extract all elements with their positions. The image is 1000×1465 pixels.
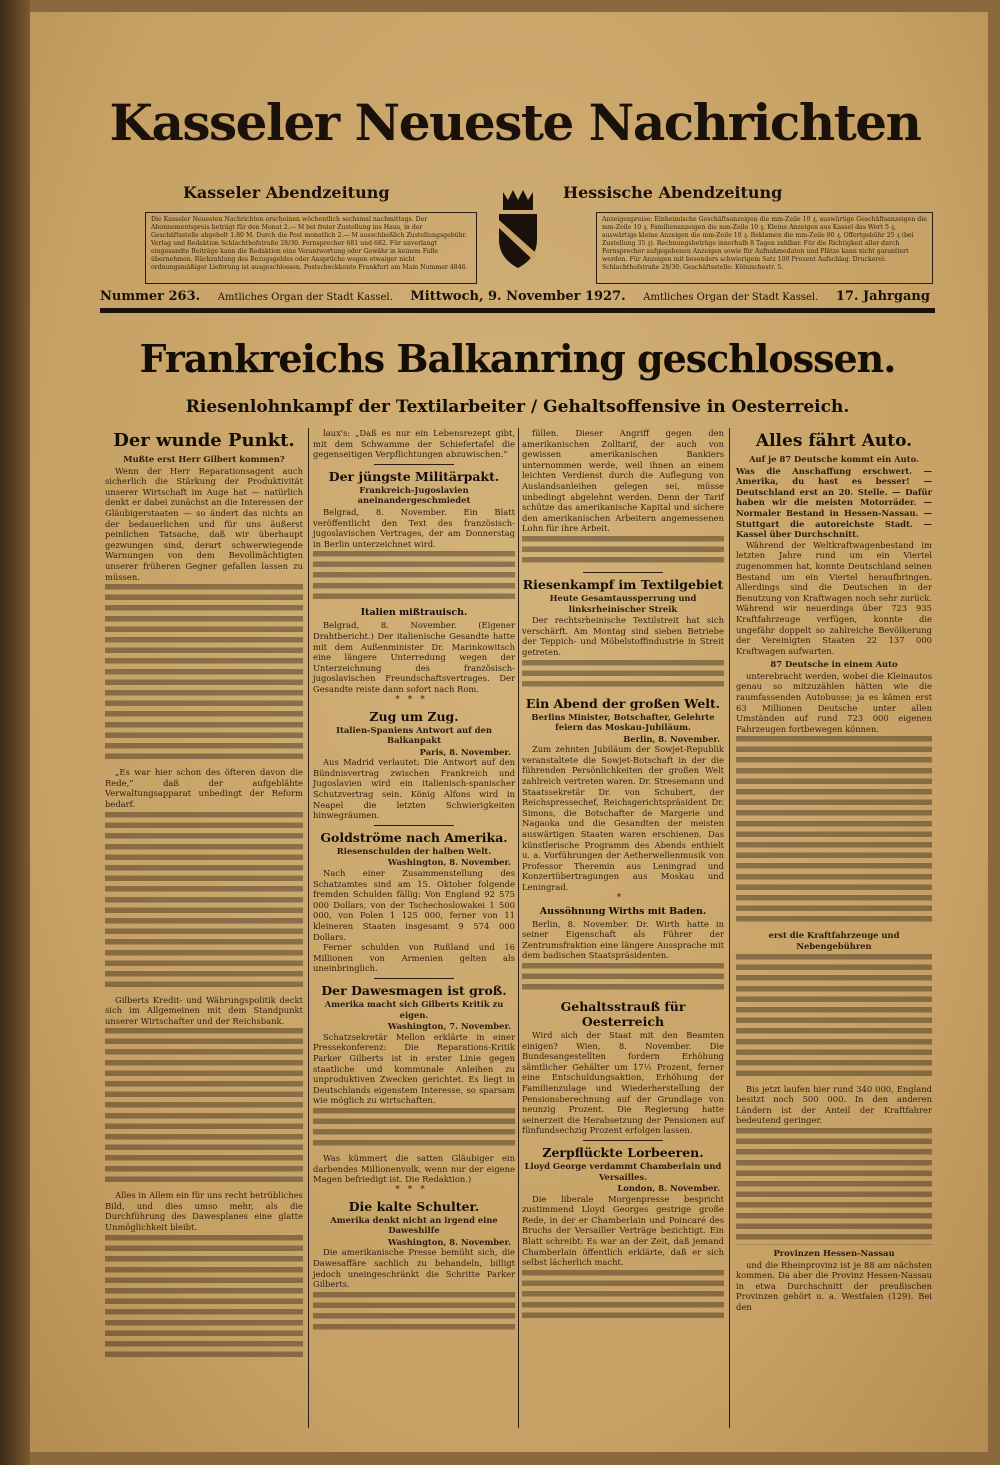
separator [374,464,455,465]
dateline: Washington, 7. November. [387,1021,511,1032]
text-lines [313,551,515,604]
main-headline: Frankreichs Balkanring geschlossen. [139,336,896,381]
text-lines [522,536,724,568]
column-1 [105,428,303,1365]
article-paragraph: Ferner schulden von Rußland und 16 Millionen von Armenien gelten als uneinbringlich. [313,942,515,974]
article-kicker: Mußte erst Herr Gilbert kommen? [123,454,285,464]
article-paragraph: Zum zehnten Jubiläum der Sowjet-Republik veranstaltete die Sowjet-Botschaft in der die führenden Persönlichkeiten der großen Welt zahlreich vertreten waren. Dr. Stresemann und Staatssekretär Dr. von Schubert, der Reichspressechef, Reichsgerichtspräsident Dr. Simons, die Botschafter de Margerie und Nagaoka und die Gesandten der meisten auswärtigen Staaten waren erschienen. Das künstlerische Programm des Abends enthielt u. a. Vorführungen der Aetherwellenmusik von Professor Theremin aus Leningrad und Konzertübertragungen aus Moskau und Leningrad. [522,744,724,892]
text-lines [736,1128,932,1245]
article-title: Alles fährt Auto. [755,431,913,451]
article-paragraph: Bis jetzt laufen hier rund 340 000, England besitzt noch 500 000. In den anderen Ländern ist der Anteil der Kraftfahrer bedeutend geringer. [736,1083,932,1126]
article-title: Der Dawesmagen ist groß. [321,982,507,998]
official-organ-right: Amtliches Organ der Stadt Kassel. [643,292,819,303]
article-paragraph: Was kümmert die satten Gläubiger ein darbendes Millionenvolk, wenn nur der eigene Magen befriedigt ist. Die Redaktion.) [313,1152,515,1185]
official-organ-left: Amtliches Organ der Stadt Kassel. [217,292,393,303]
main-subheadline: Riesenlohnkampf der Textilarbeiter / Gehaltsoffensive in Oesterreich. [185,397,850,417]
column-divider [518,428,519,1428]
article-paragraph: Der rechtsrheinische Textilstreit hat sich verschärft. Am Montag sind sieben Betriebe der Teppich- und Möbelstoffindustrie in Streit getreten. [522,615,724,657]
column-divider [729,428,730,1428]
article-kicker: Lloyd George verdammt Chamberlain und Versailles. [524,1160,722,1182]
column-4 [736,428,932,1313]
article-paragraph: Schatzsekretär Mellon erklärte in einer Pressekonferenz: Die Reparations-Kritik Parker Gilberts ist in erster Linie gegen staatliche und kommunale Anleihen zu unproduktiven Zwecken gerichtet. Es liegt in Deutschlands eigenstem Interesse, so sparsam wie möglich zu wirtschaften. [313,1031,515,1106]
text-lines [736,736,932,927]
text-lines [736,954,932,1081]
text-lines [522,963,724,995]
article-paragraph: Nach einer Zusammenstellung des Schatzamtes sind am 15. Oktober folgende fremden Schulden fällig: Von England 92 575 000 Dollars, von der Tschechoslowakei 1 500 000, von Polen 1 125 000, ferner von 11 kleineren Staaten insgesamt 9 574 000 Dollars. [313,868,515,942]
issue-number: Nummer 263. [100,289,201,304]
article-subheading: 87 Deutsche in einem Auto [770,659,898,670]
separator [583,1140,664,1141]
article-paragraph: Belgrad, 8. November. Ein Blatt veröffentlicht den Text des französisch-jugoslavischen Vertrages, der am Donnerstag in Berlin unterzeichnet wird. [313,506,515,549]
separator [374,978,455,979]
issue-info-line [100,289,930,304]
article-paragraph: Belgrad, 8. November. (Eigener Drahtbericht.) Der italienische Gesandte hatte mit dem Außenminister Dr. Marinkowitsch eine längere Unterredung wegen der Unterzeichnung des französisch-jugoslavischen Freundschaftsvertrages. Der Gesandte reiste dann sofort nach Rom. [313,620,515,694]
article-paragraph: Gilberts Kredit- und Währungspolitik deckt sich im Allgemeinen mit dem Standpunkt unserer Wirtschafter und der Reichsbank. [105,994,303,1026]
right-subtitle: Hessische Abendzeitung [563,183,783,202]
page-edge [0,0,30,1465]
issue-date: Mittwoch, 9. November 1927. [410,289,626,304]
left-subtitle: Kasseler Abendzeitung [183,183,390,202]
dateline: Washington, 8. November. [387,1236,511,1247]
subscription-info-box: Die Kasseler Neuesten Nachrichten erscheinen wöchentlich sechsmal nachmittags. Der Abonnementspreis beträgt für den Monat 2.— M bei freier Zustellung ins Haus, in der Geschäftsstelle abgeholt 1.80 M. Durch die Post monatlich 2.— M ausschließlich Zustellungsgebühr. Verlag und Redaktion Schlachthofstraße 28/30. Fernsprecher 681 und 682. Für unverlangt eingesandte Beiträge kann die Redaktion eine Verantwortung oder Gewähr in keinem Falle übernehmen. Rückzahlung des Bezugsgeldes oder Ansprüche wegen etwaiger nicht ordnungsmäßiger Lieferung ist ausgeschlossen. Postscheckkonto Frankfurt am Main Nummer 4846. [145,212,477,284]
stars-divider: * [616,892,630,903]
article-paragraph: Wenn der Herr Reparationsagent auch sicherlich die Stärkung der Produktivität unserer Wirtschaft im Auge hat — natürlich denkt er dabei zunächst an die Interessen der Gläubigerstaaten — so ändert das nichts an der bedauerlichen und für uns äußerst peinlichen Tatsache, daß wir überhaupt gezwungen sind, derart schwerwiegende Warnungen von dem Bevollmächtigten unserer früheren Gegner gefallen lassen zu müssen. [105,465,303,582]
masthead-title: Kasseler Neueste Nachrichten [109,93,921,152]
article-paragraph: „Es war hier schon des öfteren davon die Rede,“ daß der aufgeblähte Verwaltungsapparat unbedingt der Reform bedarf. [105,767,303,809]
column-2 [313,428,515,1337]
masthead-rule [100,308,935,313]
article-title: Riesenkampf im Textilgebiet [522,576,724,592]
article-kicker: Amerika denkt nicht an irgend eine Daweshilfe [330,1214,498,1236]
article-subheading: erst die Kraftfahrzeuge und Nebengebühren [768,930,900,952]
article-summary: Was die Anschaffung erschwert. — Amerika, du hast es besser! — Deutschland erst an 20. Stelle. — Dafür haben wir die meisten Motorräder. — Normaler Bestand in Hessen-Nassau. — Stuttgart die autoreichste Stadt. — Kassel über Durchschnitt. [736,465,932,540]
separator [374,825,455,826]
stars-divider: *** [395,694,433,705]
article-paragraph: Wird sich der Staat mit den Beamten einigen? Wien, 8. November. Die Bundesangestellten fordern Erhöhung sämtlicher Gehälter um 17½ Prozent, ferner eine Entschuldungsaktion, Erhöhung der Familienzulage und Wiederherstellung der Pensionsberechnung auf der Grundlage von neunzig Prozent. Die Regierung hatte seinerzeit die Herabsetzung der Pensionen auf fünfundsechzig Prozent erfolgen lassen. [522,1029,724,1136]
volume: 17. Jahrgang [835,289,930,304]
article-paragraph: und die Rheinprovinz ist je 88 am nächsten kommen. Da aber die Provinz Hessen-Nassau in etwa Durchschnitt der preußischen Provinzen gehört u. a. Westfalen (129). Bei den [736,1259,932,1312]
dateline: Paris, 8. November. [419,746,511,757]
article-paragraph: Alles in Allem ein für uns recht betrübliches Bild, und dies umso mehr, als die Durchführung des Dawesplanes eine glatte Unmöglichkeit bleibt. [105,1190,303,1233]
article-title: Gehaltsstrauß für Oesterreich [560,998,686,1029]
article-title: Ein Abend der großen Welt. [525,695,721,711]
article-title: Die kalte Schulter. [348,1198,480,1214]
article-paragraph: Die liberale Morgenpresse bespricht zustimmend Lloyd Georges gestrige große Rede, in der er Chamberlain und Poincaré des Bruchs der Versailler Verträge bezichtigt. Ein Blatt schreibt: Es war an der Zeit, daß jemand Chamberlain öffentlich erklärte, daß er sich selbst lächerlich macht. [522,1193,724,1268]
dateline: Washington, 8. November. [387,857,511,868]
article-kicker: Riesenschulden der halben Welt. [336,845,492,856]
column-3 [522,428,724,1326]
article-paragraph: Während der Weltkraftwagenbestand im letzten Jahre rund um ein Viertel zugenommen hat, konnte Deutschland seinen Bestand um ein Viertel heraufbringen. Allerdings sind die Deutschen in der Benutzung von Kraftwagen noch sehr zurück. Während wir neuerdings über 723 935 Kraftfahrzeuge verfügen, konnte die ungefähr doppelt so zahlreiche Bevölkerung der Vereinigten Staaten 22 137 000 Kraftwagen aufwarten. [736,539,932,656]
separator [583,572,664,573]
article-kicker: Amerika macht sich Gilberts Kritik zu eigen. [324,998,504,1020]
article-kicker: Auf je 87 Deutsche kommt ein Auto. [749,454,919,464]
article-paragraph: Aus Madrid verlautet: Die Antwort auf den Bündnisvertrag zwischen Frankreich und Jugoslavien wird ein italienisch-spanischer Schutzvertrag sein. König Alfons wird in Neapel die letzten Schwierigkeiten hinwegräumen. [313,757,515,821]
text-lines [313,1292,515,1334]
dateline: London, 8. November. [617,1183,720,1194]
text-lines [105,584,303,764]
article-kicker: Berlins Minister, Botschafter, Gelehrte feiern das Moskau-Jubiläum. [531,711,715,733]
text-lines [313,1108,515,1150]
text-lines [105,1235,303,1362]
article-kicker: Frankreich-Jugoslavien aneinandergeschmiedet [357,484,471,506]
article-paragraph: Berlin, 8. November. Dr. Wirth hatte in seiner Eigenschaft als Führer der Zentrumsfraktion eine längere Aussprache mit dem badischen Staatspräsidenten. [522,918,724,961]
article-title: Der wunde Punkt. [113,430,295,451]
section-heading: Provinzen Hessen-Nassau [773,1248,895,1258]
article-paragraph: füllen. Dieser Angriff gegen den amerikanischen Zolltarif, der auch von gewissen amerikanischen Bankiers unternommen werde, weil ihnen an einem leichten Verdienst durch die Auflegung von Auslandsanleihen gelegen sei, müsse unbedingt abgelehnt werden. Denn der Tarif schütze das amerikanische Kapital und sichere den amerikanischen Arbeitern angemessenen Lohn für ihre Arbeit. [522,428,724,534]
advertising-rates-box: Anzeigenpreise: Einheimische Geschäftsanzeigen die mm-Zeile 10 ₰, auswärtige Geschäftsanzeigen die mm-Zeile 10 ₰. Familienanzeigen die mm-Zeile 10 ₰. Kleine Anzeigen aus Kassel das Wort 5 ₰, auswärtige kleine Anzeigen die mm-Zeile 10 ₰. Reklamen die mm-Zeile 80 ₰. Offertgebühr 25 ₰ (bei Zustellung 35 ₰). Rechnungsbeträge innerhalb 8 Tagen zahlbar. Für die Richtigkeit aller durch Fernsprecher aufgegebenen Anzeigen sowie für Aufnahmedaten und Plätze kann nicht garantiert werden. Für Anzeigen mit besonders schwierigem Satz 100 Prozent Aufschlag. Druckerei: Schlachthofstraße 28/30. Geschäftsstelle: Kölnischestr. 5. [596,212,933,284]
article-title: Der jüngste Militärpakt. [328,468,500,484]
text-lines [105,1028,303,1187]
article-title: Aussöhnung Wirths mit Baden. [539,905,707,917]
column-divider [308,428,309,1428]
text-lines [522,660,724,692]
stars-divider: *** [395,1184,433,1195]
text-lines [522,1270,724,1323]
article-title: Zerpflückte Lorbeeren. [542,1144,704,1160]
dateline: Berlin, 8. November. [623,733,720,744]
article-title: Italien mißtrauisch. [360,607,468,619]
coat-of-arms-icon [493,188,543,270]
article-paragraph: Die amerikanische Presse bemüht sich, die Dawesaffäre sachlich zu behandeln, billigt jedoch uneingeschränkt die Schritte Parker Gilberts. [313,1247,515,1290]
article-kicker: Heute Gesamtaussperrung und linksrheinischer Streik [549,592,697,614]
article-title: Zug um Zug. [369,708,459,724]
text-lines [105,812,303,992]
article-paragraph: unterebracht werden, wobei die Kleinautos genau so mitzuzählen hätten wie die raumfassenden Autobusse; ja es kämen erst 63 Millionen Deutsche unter allen Umständen auf rund 723 000 eigenen Fahrzeugen fortbewegen können. [736,670,932,734]
article-title: Goldströme nach Amerika. [320,829,508,845]
article-paragraph: laux's: „Daß es nur ein Lebensrezept gibt, mit dem Schwamme der Schiefertafel die gegenseitigen Verpflichtungen abzuwischen.“ [313,428,515,460]
article-kicker: Italien-Spaniens Antwort auf den Balkanpakt [336,724,492,746]
